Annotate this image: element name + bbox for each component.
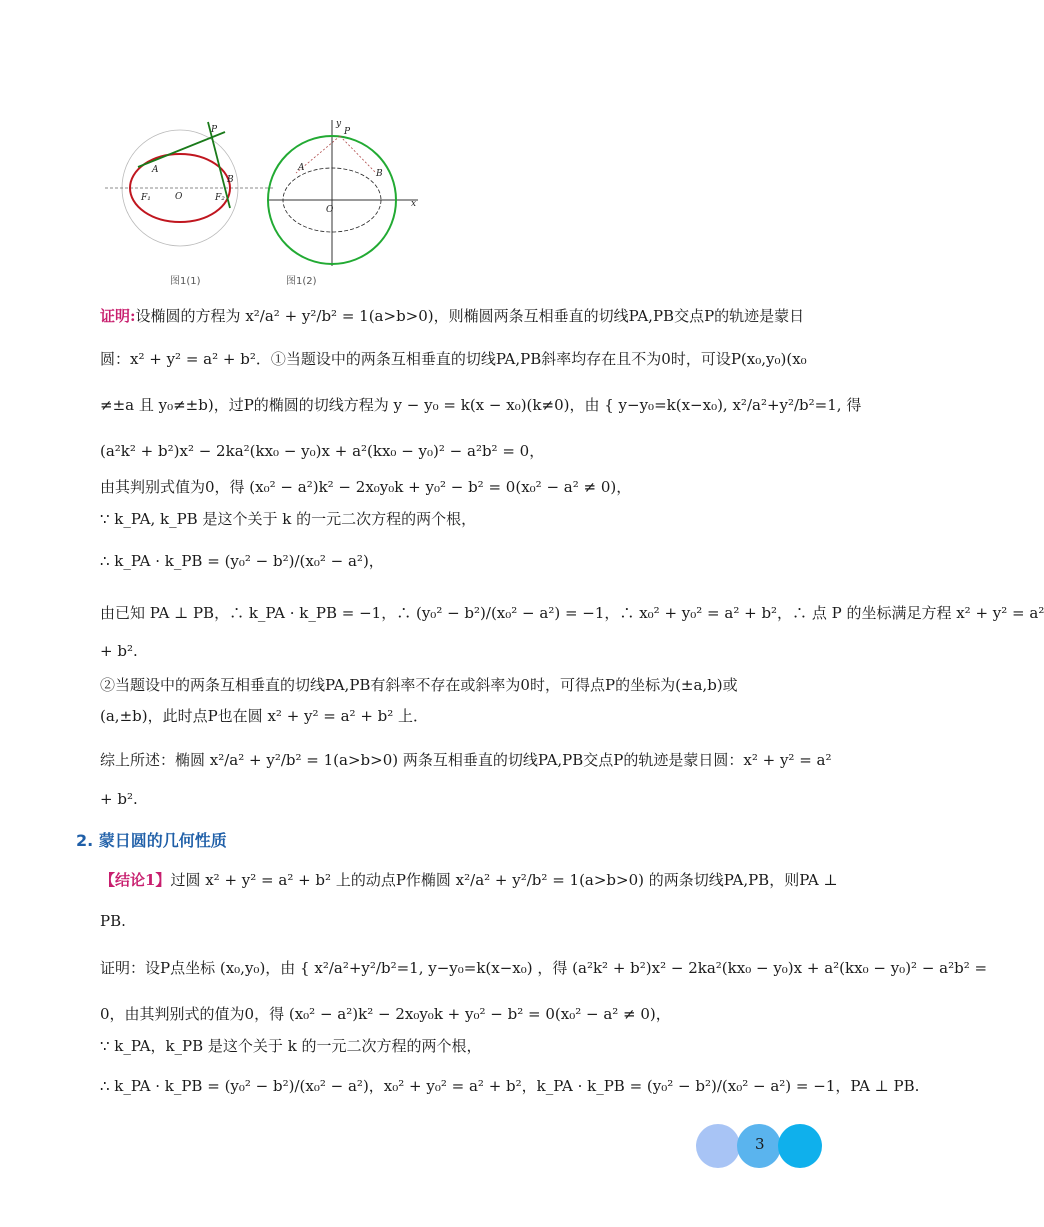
page-dot-left bbox=[696, 1124, 740, 1168]
proof-line-2: 圆：x² + y² = a² + b²．①当题设中的两条互相垂直的切线PA,PB斜率均存在且不为0时，可设P(x₀,y₀)(x₀ bbox=[100, 350, 807, 368]
label-a: A bbox=[298, 163, 305, 173]
section-heading: 2. 蒙日圆的几何性质 bbox=[76, 831, 227, 850]
conclusion-line-6: ∴ k_PA · k_PB = (y₀² − b²)/(x₀² − a²)，x₀² + y₀² = a² + b²，k_PA · k_PB = (y₀² − b²)/(x₀² − a²) = −1，PA ⊥ PB. bbox=[100, 1077, 920, 1095]
proof-line-10: ②当题设中的两条互相垂直的切线PA,PB有斜率不存在或斜率为0时，可得点P的坐标为(±a,b)或 bbox=[100, 676, 738, 694]
label-o: O bbox=[175, 192, 183, 202]
proof-line-1 bbox=[100, 306, 805, 326]
proof-line-5: 由其判别式值为0，得 (x₀² − a²)k² − 2x₀y₀k + y₀² − b² = 0(x₀² − a² ≠ 0)， bbox=[100, 478, 632, 496]
label-b: B bbox=[227, 175, 234, 185]
conclusion-line-3: 证明：设P点坐标 (x₀,y₀)，由 { x²/a²+y²/b²=1, y−y₀=k(x−x₀) ，得 (a²k² + b²)x² − 2ka²(kx₀ − y₀)x + a²(kx₀ − y₀)² − a²b² = bbox=[100, 959, 988, 977]
figure-1-1-caption: 图1(1) bbox=[170, 276, 201, 287]
proof-line-11: (a,±b)，此时点P也在圆 x² + y² = a² + b² 上． bbox=[100, 707, 429, 725]
conclusion-text: 过圆 x² + y² = a² + b² 上的动点P作椭圆 x²/a² + y²/b² = 1(a>b>0) 的两条切线PA,PB，则PA ⊥ bbox=[170, 871, 838, 889]
proof-line-13: + b². bbox=[100, 790, 138, 808]
proof-line-12: 综上所述：椭圆 x²/a² + y²/b² = 1(a>b>0) 两条互相垂直的切线PA,PB交点P的轨迹是蒙日圆：x² + y² = a² bbox=[100, 751, 832, 769]
proof-line-9: + b². bbox=[100, 642, 138, 660]
proof-label: 证明: bbox=[100, 307, 136, 325]
figure-1-1 bbox=[105, 120, 275, 270]
proof-line-6: ∵ k_PA, k_PB 是这个关于 k 的一元二次方程的两个根， bbox=[100, 510, 477, 528]
proof-line-8: 由已知 PA ⊥ PB，∴ k_PA · k_PB = −1，∴ (y₀² − b²)/(x₀² − a²) = −1，∴ x₀² + y₀² = a² + b²，∴ 点 P 的坐标满足方程 x² + y² = a² bbox=[100, 604, 1044, 622]
proof-line-3: ≠±a 且 y₀≠±b)，过P的椭圆的切线方程为 y − y₀ = k(x − x₀)(k≠0)，由 { y−y₀=k(x−x₀), x²/a²+y²/b²=1, 得 bbox=[100, 396, 862, 414]
label-x: x bbox=[411, 199, 417, 209]
figure-1-2 bbox=[268, 118, 428, 268]
figure-1-2-caption: 图1(2) bbox=[286, 276, 317, 287]
label-f1: F₁ bbox=[141, 193, 151, 203]
conclusion-tag: 【结论1】 bbox=[100, 871, 171, 889]
proof-line-7: ∴ k_PA · k_PB = (y₀² − b²)/(x₀² − a²)， bbox=[100, 552, 384, 570]
label-a: A bbox=[152, 165, 159, 175]
conclusion-line-4: 0，由其判别式的值为0，得 (x₀² − a²)k² − 2x₀y₀k + y₀² − b² = 0(x₀² − a² ≠ 0)， bbox=[100, 1005, 671, 1023]
conclusion-line-2: PB. bbox=[100, 912, 126, 930]
label-p: P bbox=[344, 127, 351, 137]
conclusion-line-1 bbox=[100, 870, 838, 890]
label-p: P bbox=[211, 125, 218, 135]
page-dot-right bbox=[778, 1124, 822, 1168]
proof-text: 设椭圆的方程为 x²/a² + y²/b² = 1(a>b>0)，则椭圆两条互相垂直的切线PA,PB交点P的轨迹是蒙日 bbox=[135, 307, 805, 325]
proof-line-4: (a²k² + b²)x² − 2ka²(kx₀ − y₀)x + a²(kx₀ − y₀)² − a²b² = 0， bbox=[100, 442, 545, 460]
conclusion-line-5: ∵ k_PA，k_PB 是这个关于 k 的一元二次方程的两个根， bbox=[100, 1037, 482, 1055]
label-f2: F₂ bbox=[215, 193, 225, 203]
label-b: B bbox=[376, 169, 383, 179]
page-number: 3 bbox=[755, 1135, 765, 1153]
label-o: O bbox=[326, 205, 334, 215]
label-y: y bbox=[336, 119, 342, 129]
